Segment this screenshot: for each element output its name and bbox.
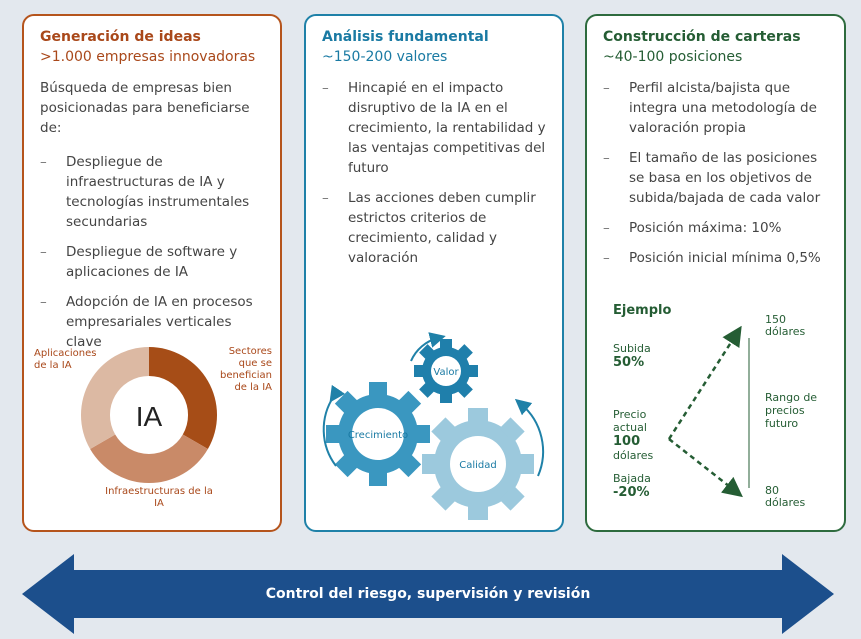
panel-subtitle: ~40-100 posiciones bbox=[603, 49, 743, 65]
list-item: – Posición máxima: 10% bbox=[603, 220, 782, 236]
example-price-value: 100 bbox=[613, 434, 641, 449]
risk-control-arrow bbox=[22, 554, 834, 634]
donut-segment-bottom bbox=[90, 435, 208, 484]
example-price-label: Precio actual bbox=[613, 408, 647, 434]
example-bottom-unit: dólares bbox=[765, 496, 806, 509]
price-up-arrow bbox=[669, 330, 739, 439]
list-item: – Las acciones deben cumplir estrictos criterios de crecimiento, calidad y valoración bbox=[322, 190, 536, 266]
example-down-label: Bajada bbox=[613, 472, 651, 485]
panel-intro: Búsqueda de empresas bien posicionadas para beneficiarse de: bbox=[40, 80, 250, 136]
donut-label-right: Sectores que se benefician de la IA bbox=[219, 346, 272, 393]
example-bottom-value: 80 bbox=[765, 484, 779, 497]
list-item: – El tamaño de las posiciones se basa en los objetivos de subida/bajada de cada valor bbox=[603, 150, 821, 206]
risk-control-label: Control del riesgo, supervisión y revisión bbox=[265, 586, 591, 602]
list-item: – Posición inicial mínima 0,5% bbox=[603, 250, 821, 266]
example-top-unit: dólares bbox=[765, 325, 806, 338]
panel-title: Análisis fundamental bbox=[322, 29, 489, 45]
panel-subtitle: ~150-200 valores bbox=[322, 49, 448, 65]
idea-generation-panel bbox=[22, 14, 282, 532]
panel-subtitle: >1.000 empresas innovadoras bbox=[40, 49, 256, 65]
example-price-unit: dólares bbox=[613, 449, 654, 462]
portfolio-construction-panel bbox=[585, 14, 846, 532]
example-top-value: 150 bbox=[765, 313, 786, 326]
price-range-diagram bbox=[657, 316, 767, 506]
example-up-value: 50% bbox=[613, 355, 645, 370]
example-range-label: Rango de precios futuro bbox=[765, 391, 818, 430]
donut-label-bottom: Infraestructuras de la IA bbox=[105, 486, 213, 509]
portfolio-list bbox=[603, 78, 833, 278]
gears-illustration bbox=[306, 316, 562, 526]
list-item: – Despliegue de software y aplicaciones de IA bbox=[40, 244, 238, 280]
fundamental-analysis-panel bbox=[304, 14, 564, 532]
list-item: – Despliegue de infraestructuras de IA y tecnologías instrumentales secundarias bbox=[40, 154, 250, 230]
gear-calidad-label: Calidad bbox=[459, 460, 497, 471]
panel-title: Construcción de carteras bbox=[603, 29, 801, 45]
panel-title: Generación de ideas bbox=[40, 29, 201, 45]
gear-valor-label: Valor bbox=[433, 367, 459, 378]
list-item: – Hincapié en el impacto disruptivo de la IA en el crecimiento, la rentabilidad y las ventajas competitivas del futuro bbox=[322, 80, 546, 176]
donut-label-left: Aplicaciones de la IA bbox=[34, 348, 97, 371]
example-down-value: -20% bbox=[613, 485, 650, 500]
price-down-arrow bbox=[669, 439, 739, 494]
idea-list bbox=[40, 152, 270, 362]
analysis-list bbox=[322, 78, 552, 278]
donut-center-label: IA bbox=[135, 401, 163, 432]
list-item: – Perfil alcista/bajista que integra una metodología de valoración propia bbox=[603, 80, 817, 136]
example-title: Ejemplo bbox=[613, 303, 672, 318]
list-item: – Adopción de IA en procesos empresariales verticales clave bbox=[40, 294, 253, 350]
donut-segment-right bbox=[149, 347, 217, 449]
example-up-label: Subida bbox=[613, 342, 651, 355]
gear-crecimiento-label: Crecimiento bbox=[347, 430, 409, 441]
